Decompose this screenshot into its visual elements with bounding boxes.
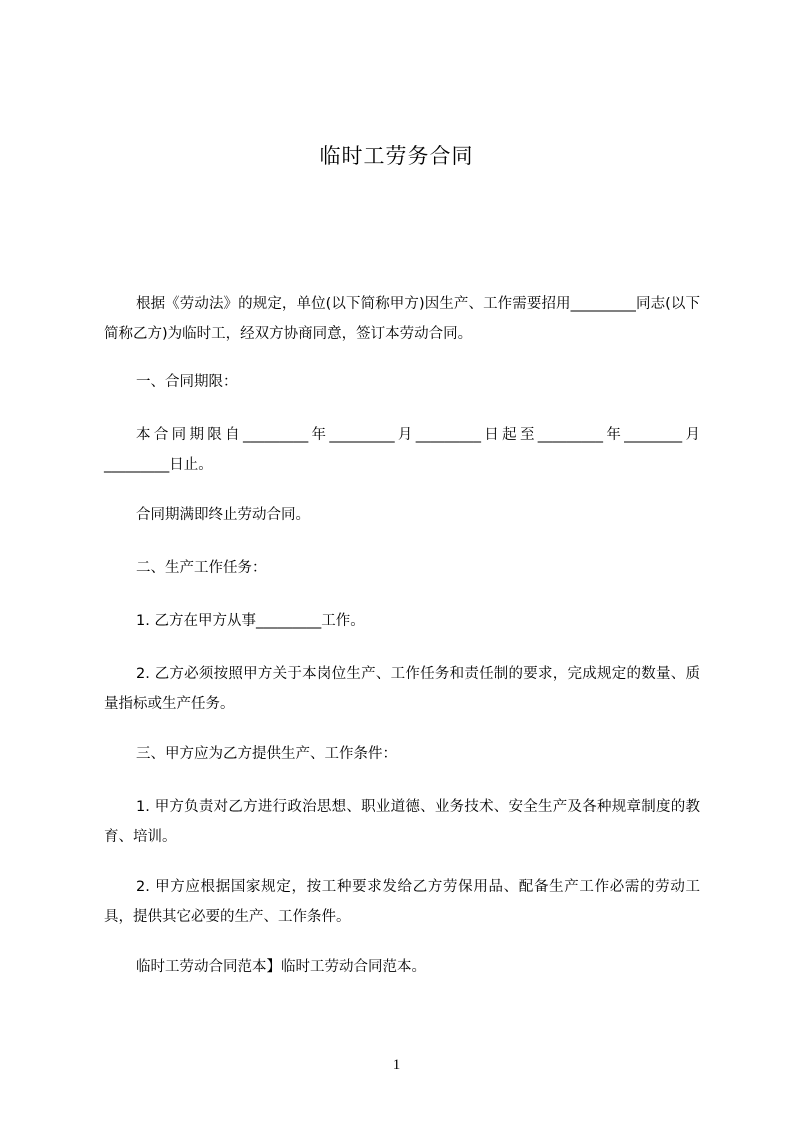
intro-paragraph: 根据《劳动法》的规定，单位(以下简称甲方)因生产、工作需要招用_________同志(以下简称乙方)为临时工，经双方协商同意，签订本劳动合同。 [104,296,700,342]
work-task-item-2: 2. 乙方必须按照甲方关于本岗位生产、工作任务和责任制的要求，完成规定的数量、质量指标或生产任务。 [104,666,700,712]
contract-term-paragraph: 本合同期限自_________年_________月_________日起至_________年________月_________日止。 [104,427,700,473]
work-task-item-1: 1. 乙方在甲方从事_________工作。 [136,613,365,629]
section-heading-work-conditions: 三、甲方应为乙方提供生产、工作条件： [136,746,397,762]
section-heading-contract-term: 一、合同期限： [136,374,238,390]
section-heading-work-tasks: 二、生产工作任务： [136,560,267,576]
contract-expiry-paragraph: 合同期满即终止劳动合同。 [136,507,310,523]
work-condition-item-2: 2. 甲方应根据国家规定，按工种要求发给乙方劳保用品、配备生产工作必需的劳动工具，提供其它必要的生产、工作条件。 [104,879,700,925]
work-condition-item-1: 1. 甲方负责对乙方进行政治思想、职业道德、业务技术、安全生产及各种规章制度的教育、培训。 [104,799,700,845]
closing-paragraph: 临时工劳动合同范本】临时工劳动合同范本。 [136,959,426,975]
document-title: 临时工劳务合同 [319,144,474,168]
page-number: 1 [392,1057,401,1073]
